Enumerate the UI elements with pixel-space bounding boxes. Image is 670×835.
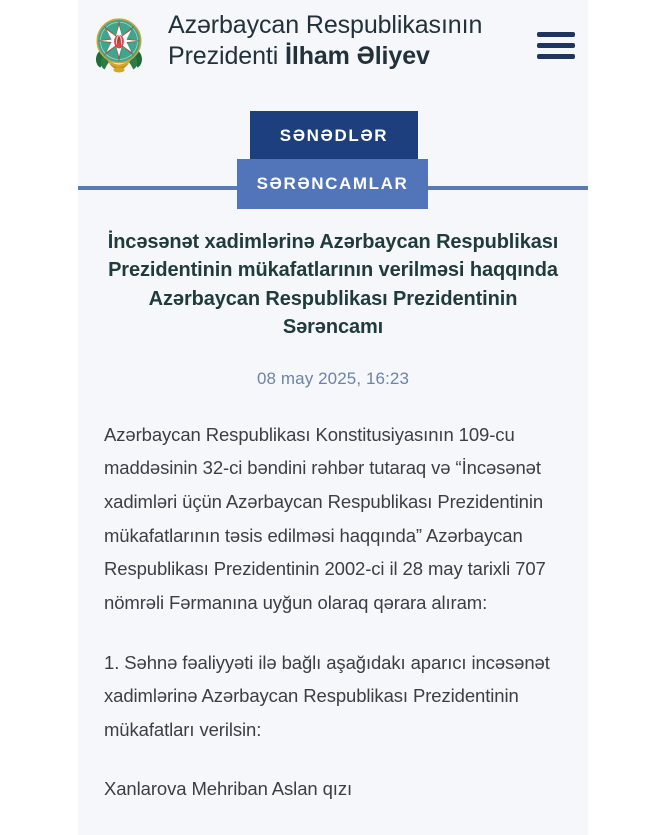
publish-date: 08 may 2025, 16:23 [256,368,410,388]
hamburger-bar-1 [537,32,575,37]
site-brand[interactable] [168,10,508,71]
document-paragraph: Azərbaycan Respublikası Konstitusiyasının 109-cu maddəsinin 32-ci bəndini rəhbər tutaraq və “İncəsənət xadimləri üçün Azərbaycan Respublikası Prezidentinin mükafatlarının təsis edilməsi haqqında” Azərbaycan Respublikası Prezidentinin 2002-ci il 28 may tarixli 707 nömrəli Fərmanına uyğun olaraq qərara alıram: [104,423,546,613]
document-paragraph: Xanlarova Mehriban Aslan qızı [104,778,353,800]
brand-line-2 [168,41,508,72]
brand-president-name: İlham Əliyev [285,41,430,70]
hamburger-bar-2 [537,43,575,48]
tab-senedler[interactable]: SƏNƏDLƏR [250,111,418,161]
page-title: İncəsənət xadimlərinə Azərbaycan Respublikası Prezidentinin mükafatlarının verilməsi haqqında Azərbaycan Respublikası Prezidentinin Sərəncamı [107,231,559,339]
content-panel [78,0,588,835]
brand-line-2-prefix: Prezidenti [168,41,286,70]
document-body [104,418,562,807]
hamburger-menu-icon[interactable] [537,31,575,59]
tab-serencamlar[interactable]: SƏRƏNCAMLAR [237,159,428,209]
document-paragraph: 1. Səhnə fəaliyyəti ilə bağlı aşağıdakı aparıcı incəsənət xadimlərinə Azərbaycan Respublikası Prezidentinin mükafatları verilsin: [104,651,550,740]
breadcrumb-tabs [78,100,588,210]
site-header [78,0,588,100]
document-article [78,228,588,806]
hamburger-bar-3 [537,54,575,59]
azerbaijan-coat-of-arms-icon [88,13,150,75]
brand-line-1: Azərbaycan Respublikasının [168,11,483,39]
